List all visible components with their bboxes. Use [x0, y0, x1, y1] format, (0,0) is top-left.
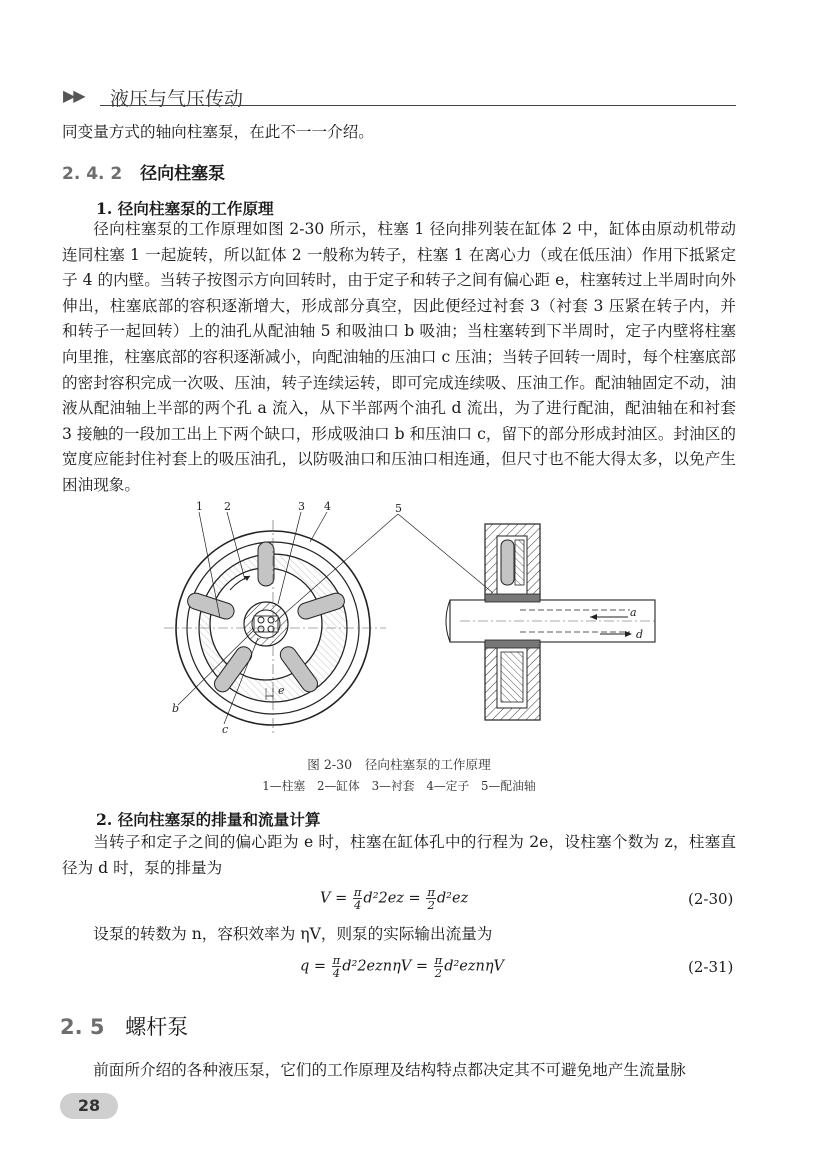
eq1-mid: d²2ez = [363, 890, 421, 907]
eq1-frac2: $\frac{\pi}{2}$ [427, 885, 435, 912]
figure-label-a: a [630, 606, 637, 619]
figure-label-d: d [636, 628, 644, 641]
section-heading-2-4-2 [62, 159, 225, 184]
paragraph-working-principle: 径向柱塞泵的工作原理如图 2-30 所示，柱塞 1 径向排列装在缸体 2 中，缸体由原动机带动连同柱塞 1 一起旋转，所以缸体 2 一般称为转子，柱塞 1 在离心力（或在低压油）作用下抵紧定子 4 的内壁。当转子按图示方向回转时，由于定子和转子之间有偏心距 e，柱塞转过上半周时向外伸出，柱塞底部的容积逐渐增大，形成部分真空，因此便经过衬套 3（衬套 3 压紧在转子内，并和转子一起回转）上的油孔从配油轴 5 和吸油口 b 吸油；当柱塞转到下半周时，定子内壁将柱塞向里推，柱塞底部的容积逐渐减小，向配油轴的压油口 c 压油；当转子回转一周时，每个柱塞底部的密封容积完成一次吸、压油，转子连续运转，即可完成连续吸、压油工作。配油轴固定不动，油液从配油轴上半部的两个孔 a 流入，从下半部两个油孔 d 流出，为了进行配油，配油轴在和衬套 3 接触的一段加工出上下两个缺口，形成吸油口 b 和压油口 c，留下的部分形成封油区。封油区的宽度应能封住衬套上的吸压油孔，以防吸油口和压油口相连通，但尺寸也不能大得太多，以免产生困油现象。 [62, 220, 736, 494]
eq2-lhs: q = [300, 958, 327, 975]
pump-side-section-view [446, 524, 655, 720]
paragraph-displacement: 当转子和定子之间的偏心距为 e 时，柱塞在缸体孔中的行程为 2e，设柱塞个数为 z，柱塞直径为 d 时，泵的排量为 [62, 833, 736, 877]
subheading-working-principle: 1. 径向柱塞泵的工作原理 [96, 199, 274, 218]
eq2-mid: d²2eznηV = [342, 958, 429, 975]
figure-radial-piston-pump [160, 500, 660, 745]
figure-legend: 1—柱塞 2—缸体 3—衬套 4—定子 5—配油轴 [262, 779, 536, 793]
equation-number-2-31: (2-31) [688, 958, 734, 976]
running-header-title: 液压与气压传动 [110, 88, 244, 110]
eq1-frac1: $\frac{\pi}{4}$ [353, 885, 362, 912]
figure-label-3: 3 [298, 500, 305, 513]
figure-caption: 图 2-30 径向柱塞泵的工作原理 [307, 757, 491, 772]
figure-label-c: c [222, 723, 229, 736]
paragraph-flow-rate: 设泵的转数为 n，容积效率为 ηV，则泵的实际输出流量为 [93, 925, 493, 943]
header-arrows-icon: ▶▶ [63, 86, 84, 105]
subheading-displacement-flow: 2. 径向柱塞泵的排量和流量计算 [96, 810, 321, 829]
eq1-lhs: V = [320, 890, 348, 907]
figure-label-5: 5 [395, 502, 402, 515]
equation-2-30 [320, 886, 468, 911]
header-rule [100, 105, 736, 106]
figure-label-2: 2 [224, 500, 231, 513]
section-number: 2. 5 [60, 1015, 105, 1039]
section-number: 2. 4. 2 [62, 164, 123, 184]
equation-2-31 [300, 954, 504, 979]
section-heading-2-5 [60, 1011, 188, 1041]
section-title: 螺杆泵 [125, 1015, 189, 1039]
figure-label-e: e [278, 684, 285, 697]
pump-front-view [164, 512, 493, 736]
intro-line: 同变量方式的轴向柱塞泵，在此不一一介绍。 [62, 123, 374, 141]
paragraph-screw-pump: 前面所介绍的各种液压泵，它们的工作原理及结构特点都决定其不可避免地产生流量脉 [93, 1061, 686, 1079]
eq2-rhs: d²eznηV [444, 958, 504, 975]
eq2-frac2: $\frac{\pi}{2}$ [434, 953, 443, 980]
eq2-frac1: $\frac{\pi}{4}$ [332, 953, 341, 980]
figure-label-1: 1 [196, 500, 203, 513]
figure-label-4: 4 [324, 500, 331, 513]
page-number-badge: 28 [60, 1093, 118, 1119]
equation-number-2-30: (2-30) [688, 890, 734, 908]
section-title: 径向柱塞泵 [140, 164, 226, 184]
figure-label-b: b [172, 702, 180, 715]
eq1-rhs: d²ez [436, 890, 469, 907]
